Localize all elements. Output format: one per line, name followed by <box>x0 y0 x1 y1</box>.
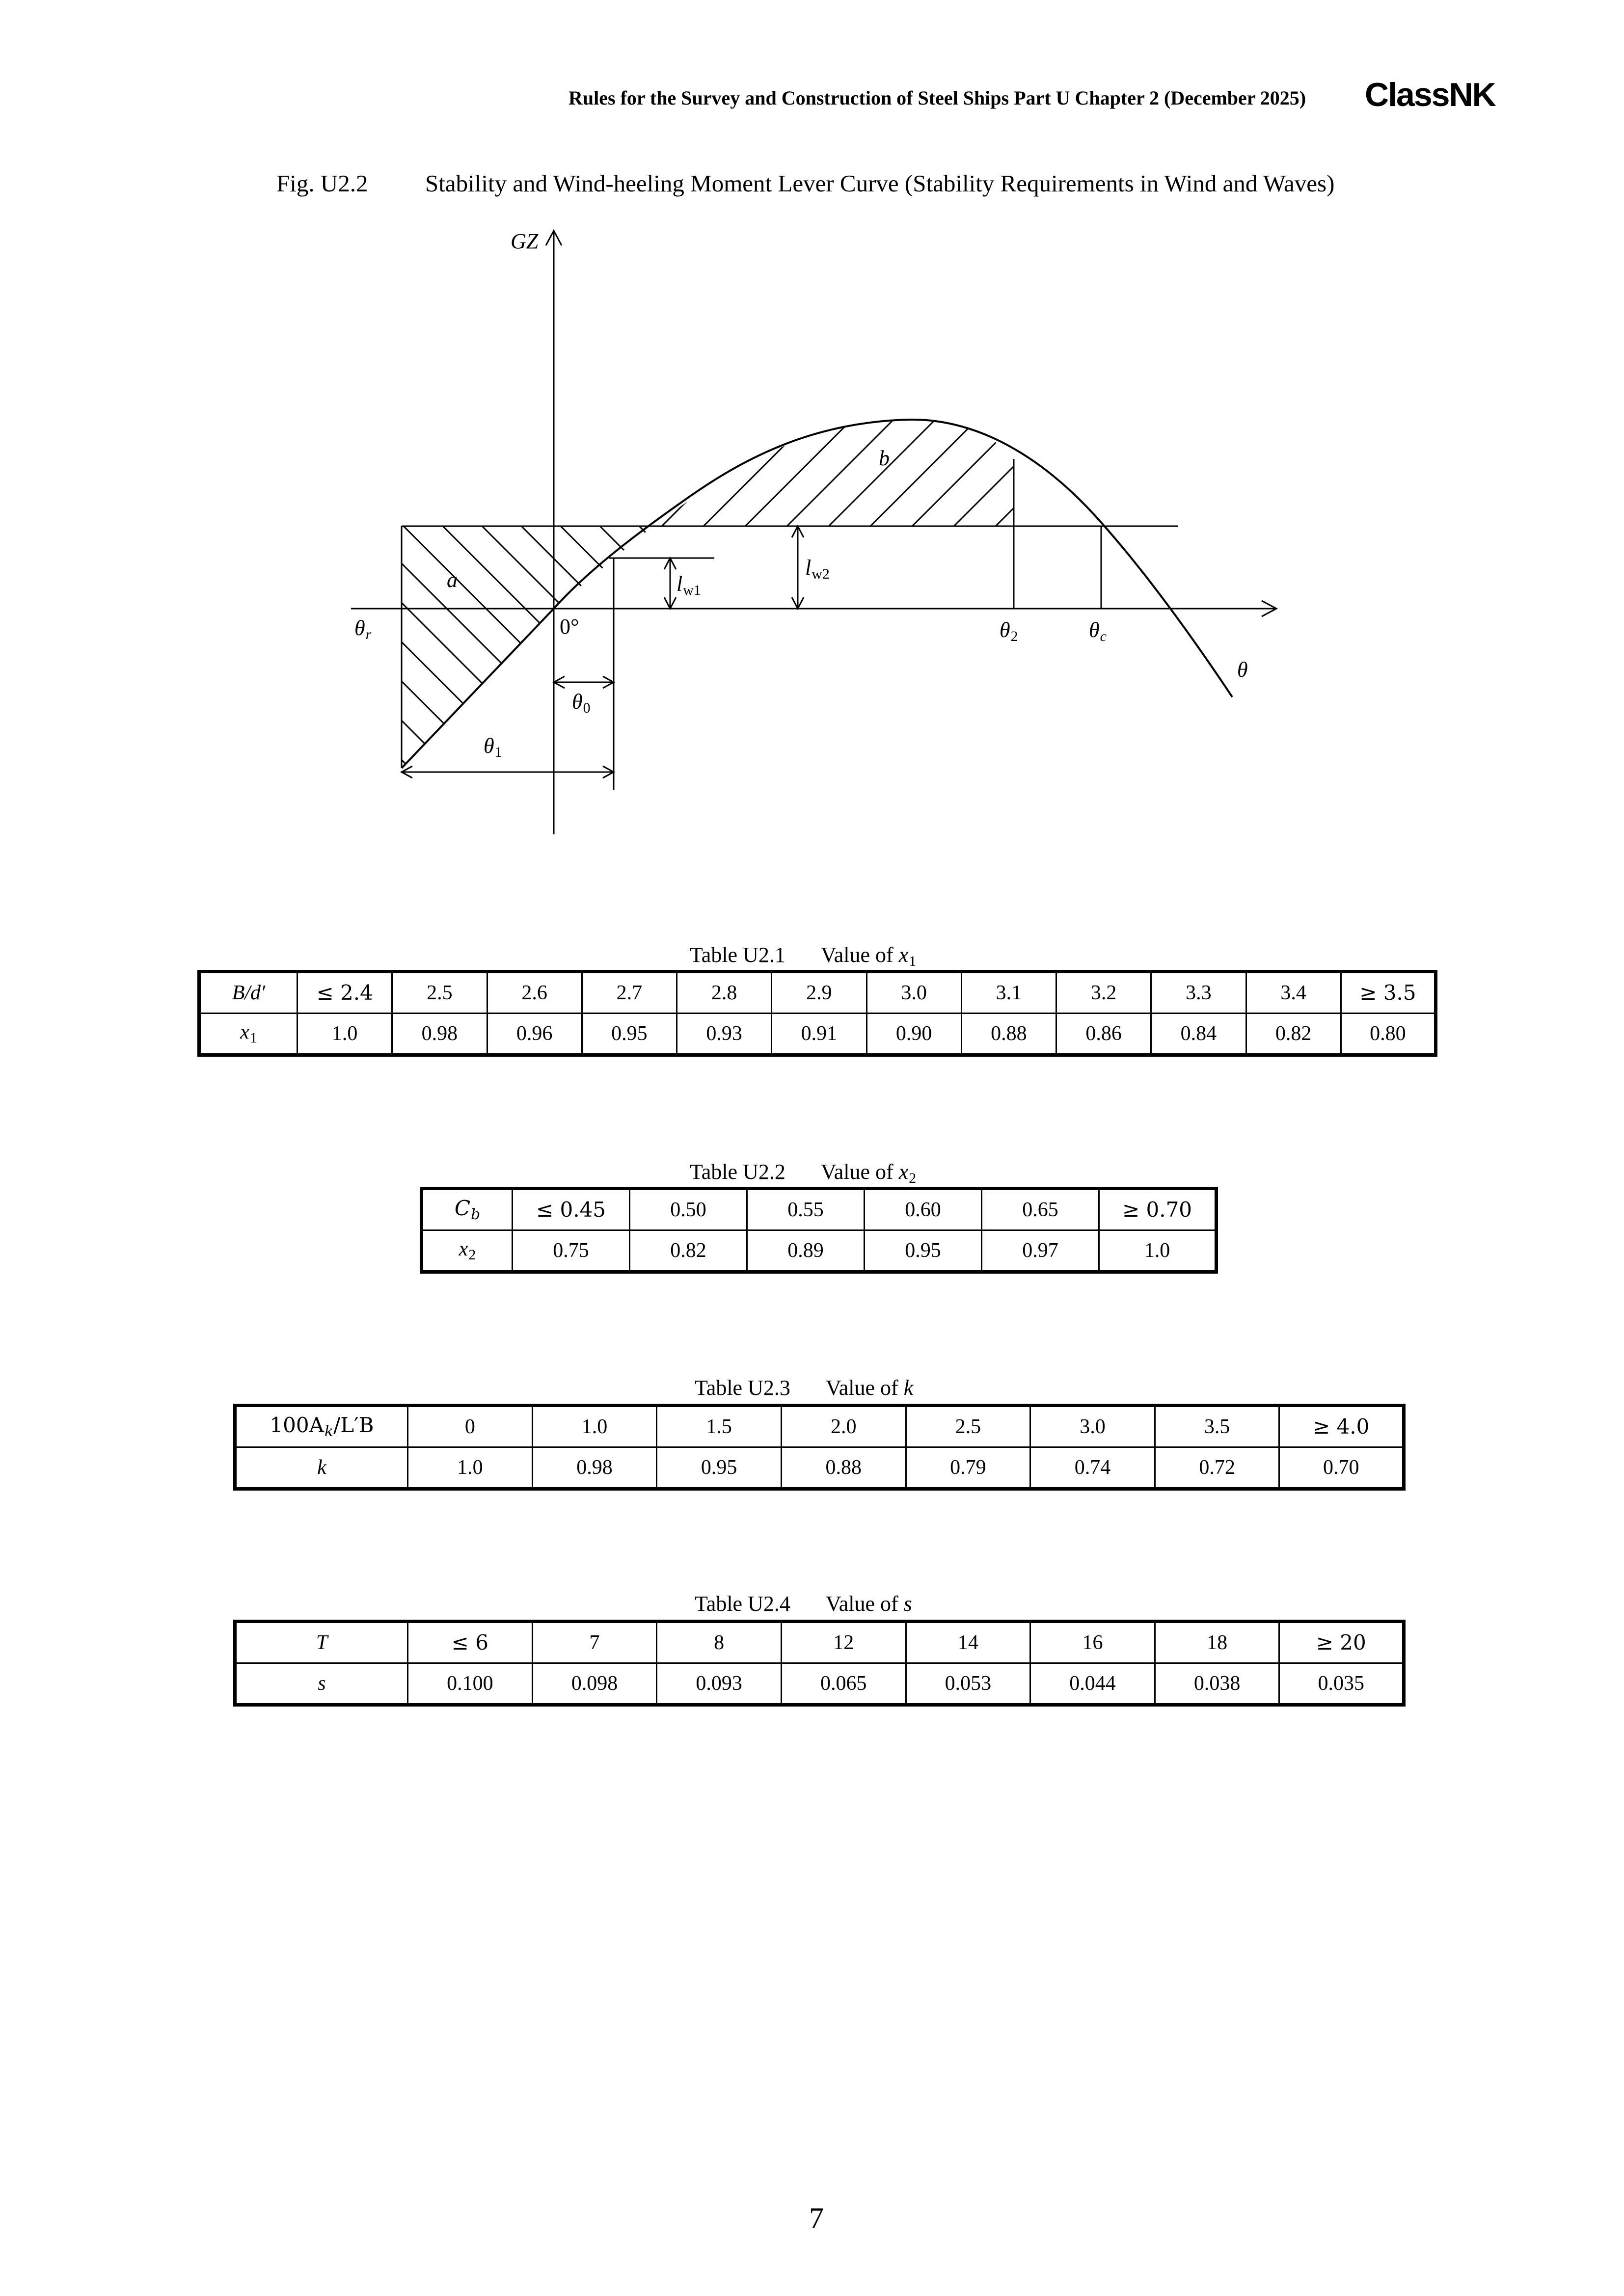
theta-r-label: $\theta_r$ <box>354 616 372 642</box>
stability-diagram <box>0 0 1624 883</box>
table-cell: 1.0 <box>408 1447 533 1489</box>
table-row-header: k <box>235 1447 408 1489</box>
table-cell: 0.044 <box>1030 1663 1155 1705</box>
figure-number: Fig. U2.2 <box>276 170 368 197</box>
table-cell: 0.038 <box>1155 1663 1279 1705</box>
table-cell: 0.98 <box>392 1014 487 1055</box>
table-cell: 7 <box>532 1622 657 1663</box>
table-cell: ≤ 0.45 <box>513 1189 630 1230</box>
table-cell: 0.89 <box>747 1230 865 1272</box>
table-cell: 0.80 <box>1341 1014 1435 1055</box>
table-cell: 3.0 <box>1030 1406 1155 1447</box>
area-a-hatch <box>344 231 736 883</box>
table-cell: 2.5 <box>906 1406 1030 1447</box>
table-cell: 1.5 <box>657 1406 782 1447</box>
table-cell: 16 <box>1030 1622 1155 1663</box>
table-cell: 0.95 <box>582 1014 677 1055</box>
stability-curve-svg <box>0 0 1624 883</box>
table-cell: 14 <box>906 1622 1030 1663</box>
table-row <box>199 972 1436 1014</box>
area-b-label: b <box>879 446 890 470</box>
table-cell: 2.5 <box>392 972 487 1014</box>
table-cell: 0.70 <box>1279 1447 1404 1489</box>
table-cell: 0.75 <box>513 1230 630 1272</box>
area-b-hatch <box>638 353 1168 550</box>
table-cell: ≥ 0.70 <box>1099 1189 1217 1230</box>
table-row <box>235 1406 1404 1447</box>
table-row <box>235 1663 1404 1705</box>
table-cell: 3.0 <box>866 972 961 1014</box>
table-cell: 3.2 <box>1056 972 1151 1014</box>
table-cell: 3.4 <box>1246 972 1341 1014</box>
table-cell: 0.74 <box>1030 1447 1155 1489</box>
table-cell: 0.93 <box>677 1014 772 1055</box>
table-cell: 2.0 <box>781 1406 906 1447</box>
table-cell: 0.88 <box>961 1014 1056 1055</box>
table-cell: 0.84 <box>1151 1014 1246 1055</box>
gz-curve <box>402 420 1232 768</box>
table-cell: 3.3 <box>1151 972 1246 1014</box>
table-cell: 0.60 <box>865 1189 982 1230</box>
table-cell: 1.0 <box>1099 1230 1217 1272</box>
table-cell: 0.093 <box>657 1663 782 1705</box>
table-row <box>235 1447 1404 1489</box>
table-cell: 0.65 <box>982 1189 1099 1230</box>
table-u2-2 <box>420 1187 1218 1274</box>
table-cell: 0.86 <box>1056 1014 1151 1055</box>
gz-axis-label: GZ <box>511 229 539 253</box>
theta-1-label: $\theta_1$ <box>484 734 502 760</box>
table-cell: 0.95 <box>657 1447 782 1489</box>
table-u2-2-caption: Table U2.2 Value of $x_2$ <box>690 1160 917 1186</box>
theta-c-label: $\theta_c$ <box>1089 618 1107 644</box>
table-cell: 2.7 <box>582 972 677 1014</box>
table-row-header: $100A_k/L'B$ <box>235 1406 408 1447</box>
figure-title: Stability and Wind-heeling Moment Lever Curve (Stability Requirements in Wind and Waves) <box>425 170 1335 197</box>
theta-2-label: $\theta_2$ <box>1000 618 1018 644</box>
table-cell: 0.95 <box>865 1230 982 1272</box>
lw2-label: $l_{w2}$ <box>805 556 830 582</box>
table-row-header: $x_1$ <box>199 1014 298 1055</box>
table-cell: 0.82 <box>1246 1014 1341 1055</box>
table-cell: 0.97 <box>982 1230 1099 1272</box>
table-cell: 2.6 <box>487 972 582 1014</box>
table-cell: ≥ 4.0 <box>1279 1406 1404 1447</box>
table-cell: 0.90 <box>866 1014 961 1055</box>
zero-degree-label: 0° <box>560 614 579 639</box>
table-u2-4 <box>233 1620 1406 1707</box>
theta-0-label: $\theta_0$ <box>572 690 591 716</box>
table-cell: 2.8 <box>677 972 772 1014</box>
table-cell: 0.065 <box>781 1663 906 1705</box>
table-u2-3 <box>233 1404 1406 1491</box>
table-row <box>422 1189 1217 1230</box>
page-number: 7 <box>809 2202 824 2234</box>
table-row-header: $x_2$ <box>422 1230 513 1272</box>
table-row-header: $C_b$ <box>422 1189 513 1230</box>
table-cell: 0.053 <box>906 1663 1030 1705</box>
table-row-header: s <box>235 1663 408 1705</box>
table-cell: 1.0 <box>298 1014 392 1055</box>
area-a-label: a <box>447 568 458 592</box>
table-u2-1-caption: Table U2.1 Value of $x_1$ <box>690 943 917 969</box>
table-cell: 0.035 <box>1279 1663 1404 1705</box>
table-cell: 0.91 <box>772 1014 866 1055</box>
table-u2-1 <box>197 970 1437 1057</box>
table-u2-4-caption: Table U2.4 Value of s <box>695 1592 912 1616</box>
table-cell: ≥ 3.5 <box>1341 972 1435 1014</box>
table-row <box>199 1014 1436 1055</box>
table-cell: 0 <box>408 1406 533 1447</box>
table-cell: 0.88 <box>781 1447 906 1489</box>
table-cell: 3.5 <box>1155 1406 1279 1447</box>
table-cell: 0.98 <box>532 1447 657 1489</box>
table-row <box>235 1622 1404 1663</box>
table-cell: ≤ 2.4 <box>298 972 392 1014</box>
table-cell: 0.82 <box>630 1230 747 1272</box>
table-row-header: B/d′ <box>199 972 298 1014</box>
table-cell: 0.79 <box>906 1447 1030 1489</box>
table-cell: ≥ 20 <box>1279 1622 1404 1663</box>
table-u2-3-caption: Table U2.3 Value of k <box>695 1376 914 1400</box>
table-cell: 8 <box>657 1622 782 1663</box>
table-cell: 2.9 <box>772 972 866 1014</box>
table-cell: 0.72 <box>1155 1447 1279 1489</box>
table-cell: 0.50 <box>630 1189 747 1230</box>
table-row <box>422 1230 1217 1272</box>
lw1-label: $l_{w1}$ <box>677 572 701 598</box>
table-cell: 0.96 <box>487 1014 582 1055</box>
table-cell: 12 <box>781 1622 906 1663</box>
table-cell: 0.100 <box>408 1663 533 1705</box>
table-cell: 1.0 <box>532 1406 657 1447</box>
table-cell: 0.55 <box>747 1189 865 1230</box>
theta-axis-label: θ <box>1237 658 1248 682</box>
table-cell: 18 <box>1155 1622 1279 1663</box>
table-cell: 3.1 <box>961 972 1056 1014</box>
table-cell: 0.098 <box>532 1663 657 1705</box>
classnk-logo: ClassNK <box>1365 76 1495 113</box>
table-row-header: T <box>235 1622 408 1663</box>
running-header: Rules for the Survey and Construction of Steel Ships Part U Chapter 2 (December 2025) <box>568 87 1306 109</box>
table-cell: ≤ 6 <box>408 1622 533 1663</box>
